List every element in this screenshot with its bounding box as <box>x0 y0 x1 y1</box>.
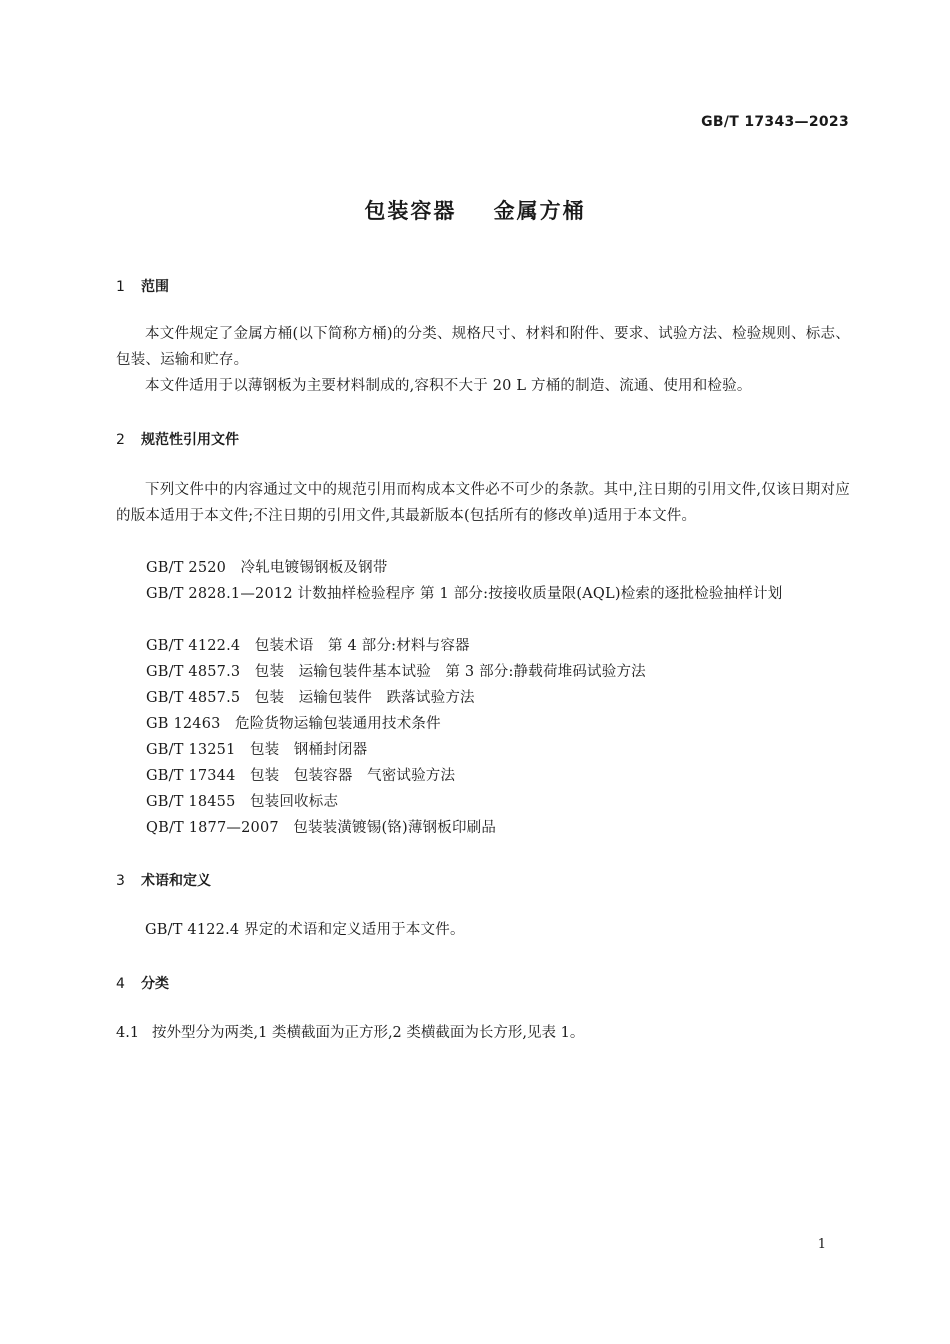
clause-4-1-number: 4.1 <box>116 1025 140 1041</box>
section-1-heading <box>116 276 169 296</box>
reference-item: GB/T 4857.3 包装 运输包装件基本试验 第 3 部分:静载荷堆码试验方法 <box>146 664 646 680</box>
section-2-intro: 下列文件中的内容通过文中的规范引用而构成本文件必不可少的条款。其中,注日期的引用文件,仅该日期对应的版本适用于本文件;不注日期的引用文件,其最新版本(包括所有的修改单)适用于本文件。 <box>116 482 850 524</box>
reference-item: GB 12463 危险货物运输包装通用技术条件 <box>146 716 441 732</box>
section-1-number: 1 <box>116 279 125 295</box>
page-number: 1 <box>817 1237 826 1252</box>
section-1-paragraph-2: 本文件适用于以薄钢板为主要材料制成的,容积不大于 20 L 方桶的制造、流通、使用和检验。 <box>145 378 752 394</box>
section-4-title: 分类 <box>141 976 169 992</box>
section-2-number: 2 <box>116 432 125 448</box>
clause-4-1-text: 按外型分为两类,1 类横截面为正方形,2 类横截面为长方形,见表 1。 <box>152 1025 585 1041</box>
section-4-number: 4 <box>116 976 125 992</box>
section-3-heading <box>116 870 211 890</box>
reference-item: GB/T 17344 包装 包装容器 气密试验方法 <box>146 768 456 784</box>
section-3-title: 术语和定义 <box>141 873 211 889</box>
section-2-title: 规范性引用文件 <box>141 432 239 448</box>
section-3-number: 3 <box>116 873 125 889</box>
clause-4-1 <box>116 1020 584 1046</box>
standard-code: GB/T 17343—2023 <box>701 114 849 130</box>
document-title: 包装容器 金属方桶 <box>364 199 586 223</box>
reference-item: QB/T 1877—2007 包装装潢镀锡(铬)薄钢板印刷品 <box>146 820 497 836</box>
section-2-heading <box>116 429 239 449</box>
section-3-paragraph-1: GB/T 4122.4 界定的术语和定义适用于本文件。 <box>145 922 465 938</box>
reference-item: GB/T 4857.5 包装 运输包装件 跌落试验方法 <box>146 690 475 706</box>
section-4-heading <box>116 973 169 993</box>
section-1-title: 范围 <box>141 279 169 295</box>
reference-item: GB/T 2520 冷轧电镀锡钢板及钢带 <box>146 560 388 576</box>
reference-item: GB/T 18455 包装回收标志 <box>146 794 339 810</box>
reference-item: GB/T 13251 包装 钢桶封闭器 <box>146 742 368 758</box>
reference-item: GB/T 2828.1—2012 计数抽样检验程序 第 1 部分:按接收质量限(AQL)检索的逐批检验抽样计划 <box>146 586 783 602</box>
section-1-paragraph-1: 本文件规定了金属方桶(以下简称方桶)的分类、规格尺寸、材料和附件、要求、试验方法、检验规则、标志、包装、运输和贮存。 <box>116 326 850 368</box>
reference-item: GB/T 4122.4 包装术语 第 4 部分:材料与容器 <box>146 638 470 654</box>
